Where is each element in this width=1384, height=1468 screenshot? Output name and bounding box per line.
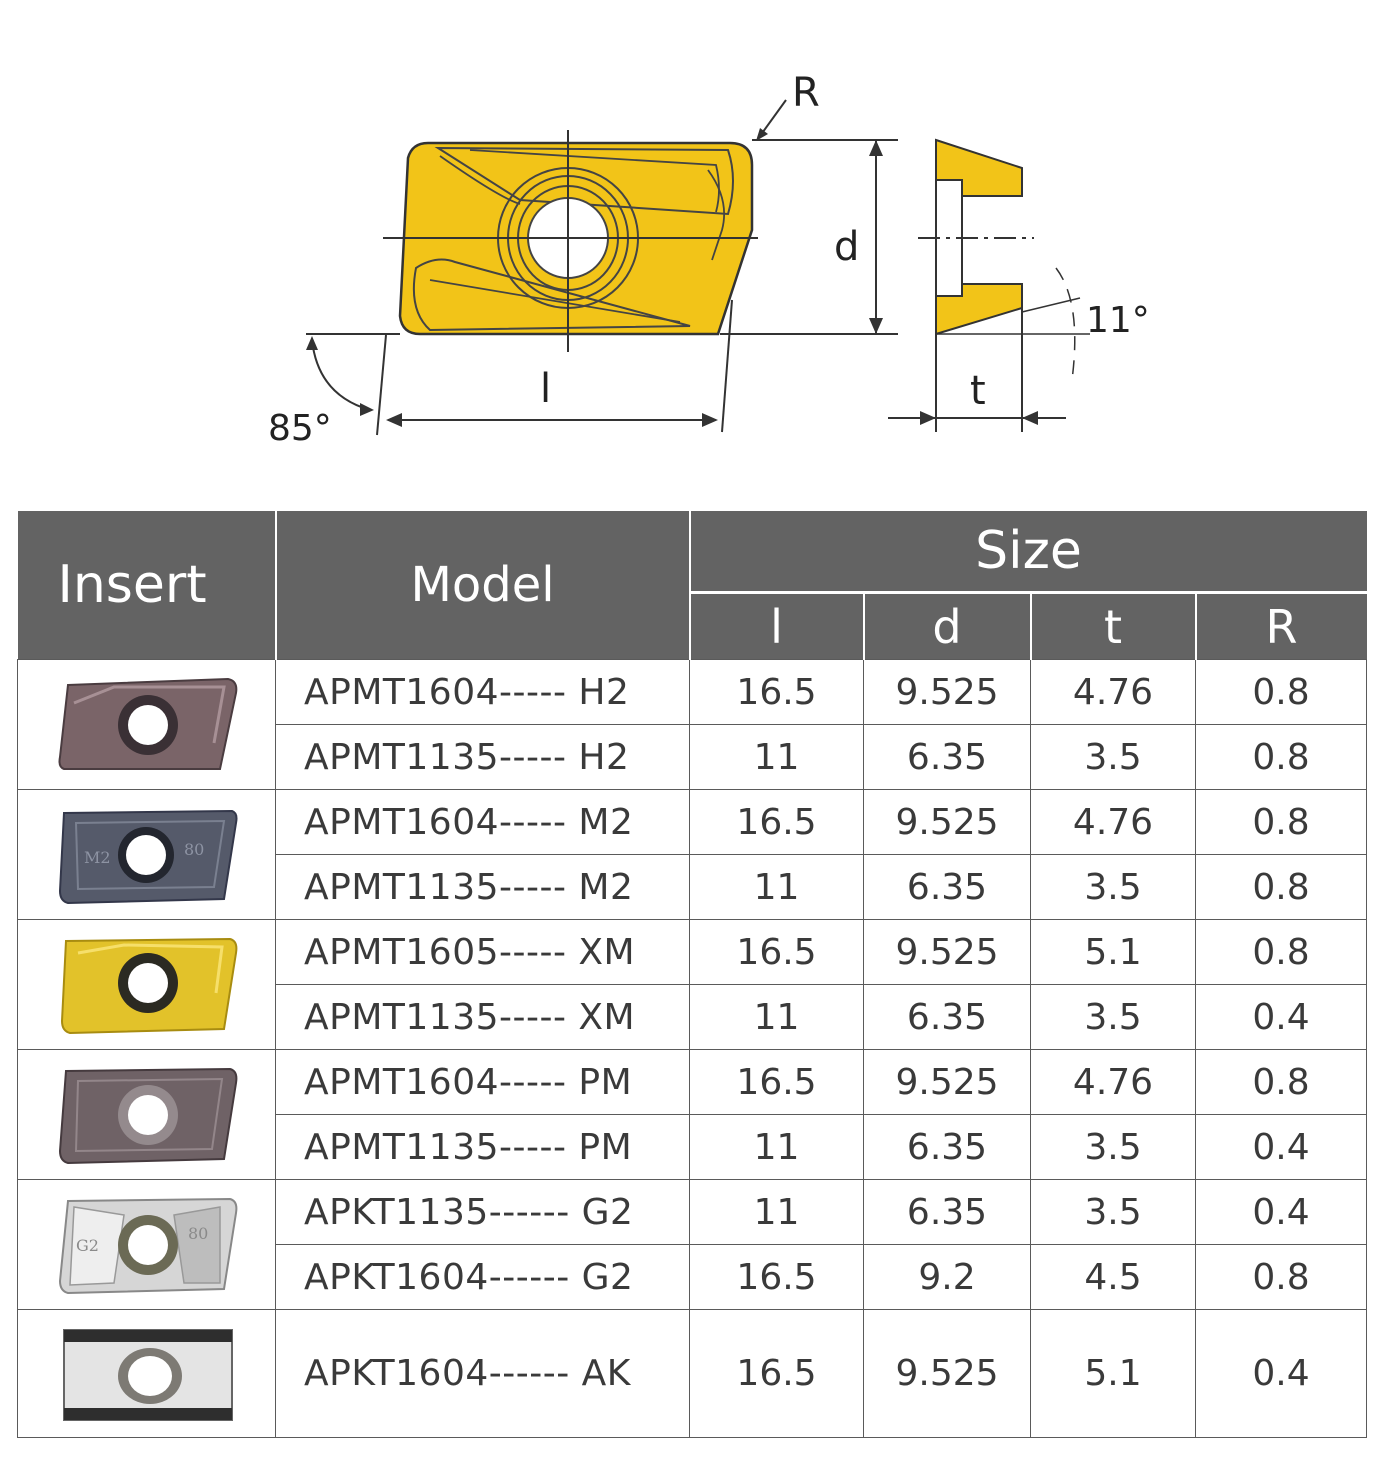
insert-ak-image [54,1322,240,1426]
insert-mark-right: 80 [183,839,204,859]
insert-image-cell [18,1310,276,1438]
header-col-t: t [1031,593,1196,660]
model-cell: APMT1604----- H2 [276,660,690,725]
insert-mark-right: 80 [187,1223,208,1243]
l-cell: 11 [690,1180,864,1245]
l-cell: 11 [690,855,864,920]
t-cell: 5.1 [1031,920,1196,985]
t-cell: 3.5 [1031,855,1196,920]
t-cell: 3.5 [1031,985,1196,1050]
model-cell: APMT1604----- M2 [276,790,690,855]
label-d: d [834,224,860,270]
header-col-d: d [864,593,1031,660]
model-cell: APMT1604----- PM [276,1050,690,1115]
model-cell: APMT1135----- H2 [276,725,690,790]
insert-h2-image [54,673,240,777]
R-cell: 0.4 [1196,985,1367,1050]
insert-image-cell [18,1180,276,1310]
label-t: t [970,368,986,414]
insert-xm-image [54,933,240,1037]
table-row [18,790,1367,855]
insert-g2-image [54,1193,240,1297]
d-cell: 6.35 [864,985,1031,1050]
R-cell: 0.4 [1196,1180,1367,1245]
d-cell: 9.525 [864,660,1031,725]
d-cell: 9.525 [864,1310,1031,1438]
l-cell: 16.5 [690,1245,864,1310]
header-insert: Insert [18,511,276,660]
R-cell: 0.8 [1196,1050,1367,1115]
table-row [18,920,1367,985]
insert-top-view [383,130,758,352]
d-cell: 9.2 [864,1245,1031,1310]
table-row [18,660,1367,725]
R-cell: 0.8 [1196,660,1367,725]
t-cell: 4.76 [1031,1050,1196,1115]
label-85: 85° [268,408,332,449]
model-cell: APKT1604------ AK [276,1310,690,1438]
label-l: l [540,366,552,412]
d-cell: 9.525 [864,920,1031,985]
l-cell: 16.5 [690,920,864,985]
t-cell: 3.5 [1031,1180,1196,1245]
R-cell: 0.8 [1196,1245,1367,1310]
insert-m2-image [54,803,240,907]
R-cell: 0.8 [1196,920,1367,985]
l-cell: 16.5 [690,790,864,855]
t-cell: 3.5 [1031,725,1196,790]
label-R: R [792,70,820,116]
l-cell: 16.5 [690,1310,864,1438]
model-cell: APMT1135----- M2 [276,855,690,920]
insert-image-cell [18,1050,276,1180]
model-cell: APKT1135------ G2 [276,1180,690,1245]
d-cell: 6.35 [864,725,1031,790]
R-cell: 0.8 [1196,725,1367,790]
radius-callout [756,70,820,141]
insert-image-cell [18,790,276,920]
d-cell: 6.35 [864,855,1031,920]
d-cell: 9.525 [864,790,1031,855]
d-cell: 6.35 [864,1180,1031,1245]
d-cell: 6.35 [864,1115,1031,1180]
table-row [18,1180,1367,1245]
table-row [18,1310,1367,1438]
l-cell: 11 [690,725,864,790]
l-cell: 11 [690,1115,864,1180]
insert-image-cell [18,660,276,790]
R-cell: 0.8 [1196,790,1367,855]
header-model: Model [276,511,690,660]
insert-dimension-diagram [0,0,1384,500]
model-cell: APMT1135----- XM [276,985,690,1050]
t-cell: 5.1 [1031,1310,1196,1438]
header-col-R: R [1196,593,1367,660]
model-cell: APMT1135----- PM [276,1115,690,1180]
table-row [18,1050,1367,1115]
insert-spec-table [17,511,1367,1438]
l-cell: 11 [690,985,864,1050]
header-col-l: l [690,593,864,660]
R-cell: 0.4 [1196,1115,1367,1180]
insert-side-view [888,140,1150,432]
model-cell: APKT1604------ G2 [276,1245,690,1310]
d-cell: 9.525 [864,1050,1031,1115]
model-cell: APMT1605----- XM [276,920,690,985]
insert-mark-left: G2 [75,1235,99,1255]
t-cell: 4.76 [1031,660,1196,725]
t-cell: 4.76 [1031,790,1196,855]
header-size: Size [690,511,1367,593]
R-cell: 0.4 [1196,1310,1367,1438]
R-cell: 0.8 [1196,855,1367,920]
insert-mark-left: M2 [83,847,111,867]
l-cell: 16.5 [690,1050,864,1115]
label-11: 11° [1086,300,1150,341]
t-cell: 4.5 [1031,1245,1196,1310]
l-cell: 16.5 [690,660,864,725]
insert-image-cell [18,920,276,1050]
insert-pm-image [54,1063,240,1167]
t-cell: 3.5 [1031,1115,1196,1180]
